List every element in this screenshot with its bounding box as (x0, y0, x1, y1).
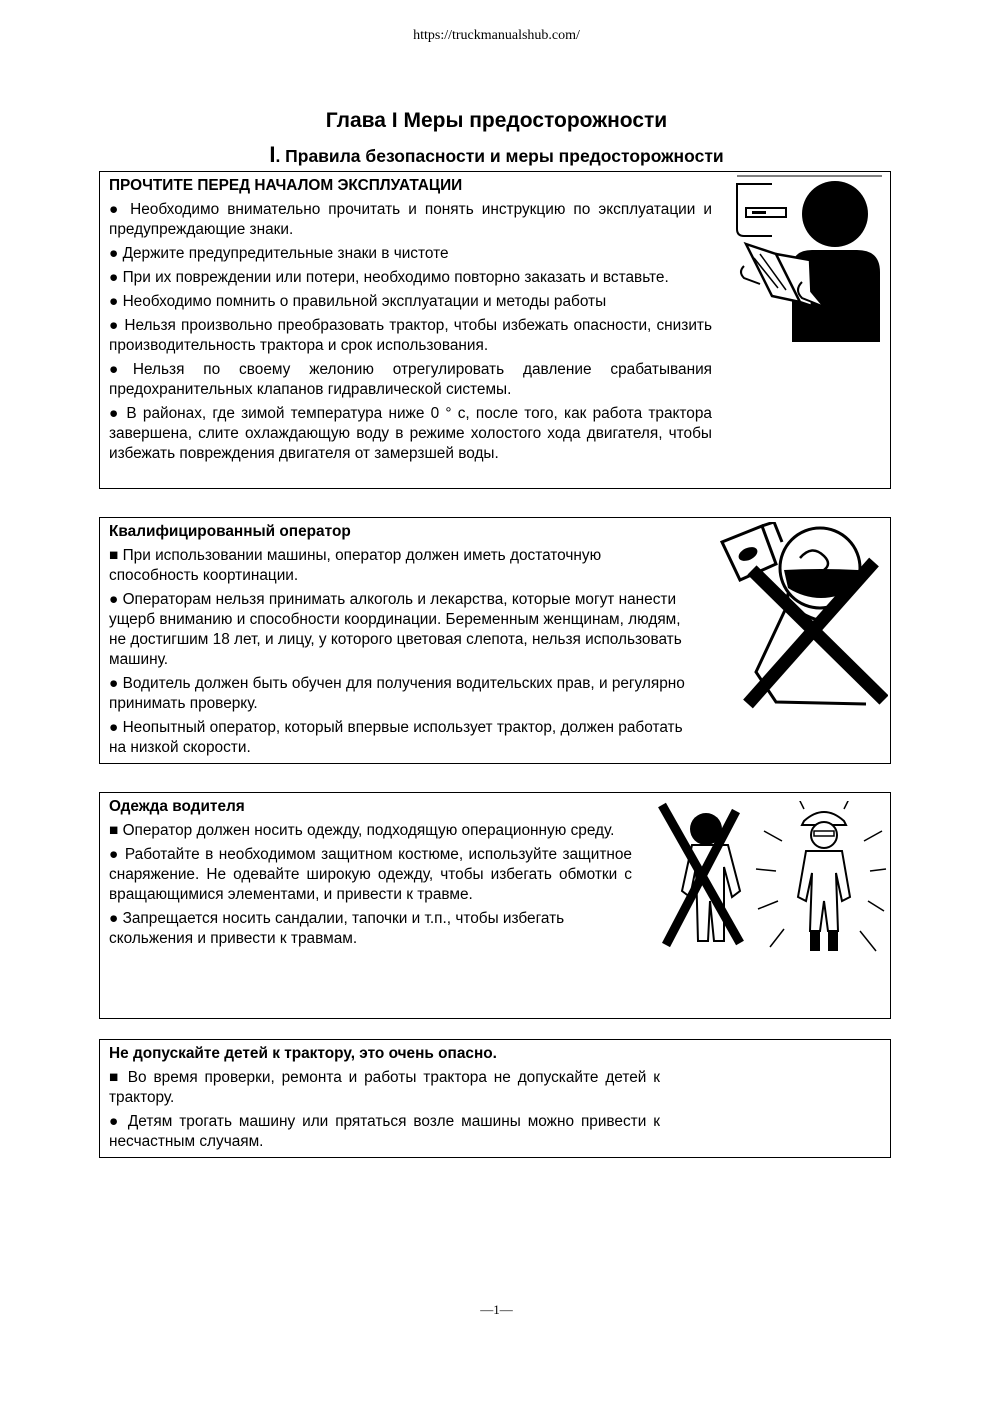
section-numeral: I (269, 142, 276, 167)
list-item: ■ Во время проверки, ремонта и работы трактора не допускайте детей к трактору. (109, 1069, 660, 1106)
list-item: ● Водитель должен быть обучен для получения водительских прав, и регулярно принимать проверку. (109, 675, 685, 712)
list-item: ● В районах, где зимой температура ниже 0 ° с, после того, как работа трактора завершена, слите охлаждающую воду в режиме холостого хода двигателя, чтобы избежать повреждения двигателя от замерзшей воды. (109, 405, 712, 462)
page-number: —1— (480, 1302, 513, 1317)
list-item: ● Детям трогать машину или прятаться возле машины можно привести к несчастным случаям. (109, 1113, 660, 1150)
box-text (109, 1044, 660, 1156)
list-item: ● Неопытный оператор, который впервые использует трактор, должен работать на низкой скорости. (109, 719, 683, 756)
box-title: ПРОЧТИТЕ ПЕРЕД НАЧАЛОМ ЭКСПЛУАТАЦИИ (109, 177, 463, 194)
list-item: ● Запрещается носить сандалии, тапочки и т.п., чтобы избегать скольжения и привести к травмам. (109, 910, 565, 947)
list-item: ● Нельзя произвольно преобразовать трактор, чтобы избежать опасности, снизить производительность трактора и срок использования. (109, 317, 712, 354)
list-item: ● Работайте в необходимом защитном костюме, используйте защитное снаряжение. Не одевайте широкую одежду, чтобы избегать обмотки с вращающимися элементами, и привести к травме. (109, 846, 632, 903)
list-item: ● Необходимо помнить о правильной эксплуатации и методы работы (109, 293, 607, 310)
list-item: ● Держите предупредительные знаки в чистоте (109, 245, 449, 262)
qualified-operator-box (99, 517, 891, 764)
chapter-title: Глава I Меры предосторожности (325, 109, 668, 132)
person-reading-manual-icon (732, 174, 887, 342)
section-title (0, 142, 993, 168)
no-alcohol-icon (716, 522, 888, 710)
box-title: Одежда водителя (109, 798, 245, 815)
box-text (109, 797, 632, 953)
protective-clothing-icon (654, 801, 888, 971)
list-item: ■ Оператор должен носить одежду, подходящую операционную среду. (109, 822, 615, 839)
list-item: ● При их повреждении или потери, необходимо повторно заказать и вставьте. (109, 269, 669, 286)
box-text (109, 176, 712, 468)
driver-clothing-box (99, 792, 891, 1019)
section-title-text: . Правила безопасности и меры предосторожности (275, 146, 724, 166)
keep-children-away-box (99, 1039, 891, 1158)
box-title: Квалифицированный оператор (109, 523, 351, 540)
box-text (109, 522, 686, 762)
list-item: ● Операторам нельзя принимать алкоголь и лекарства, которые могут нанести ущерб вниманию и способности координации. Беременным женщинам, людям, не достигшим 18 лет, и лицу, у которого цветовая слепота, нельзя использовать машину. (109, 591, 682, 668)
read-before-use-box (99, 171, 891, 489)
box-title: Не допускайте детей к трактору, это очень опасно. (109, 1045, 497, 1062)
header-url[interactable]: https://truckmanualshub.com/ (413, 28, 580, 43)
list-item: ●Нельзя по своему желонию отрегулировать давление срабатывания предохранительных клапанов гидравлической системы. (109, 361, 712, 398)
list-item: ■ При использовании машины, оператор должен иметь достаточную способность коортинации. (109, 547, 602, 584)
list-item: ● Необходимо внимательно прочитать и понять инструкцию по эксплуатации и предупреждающие знаки. (109, 201, 712, 238)
